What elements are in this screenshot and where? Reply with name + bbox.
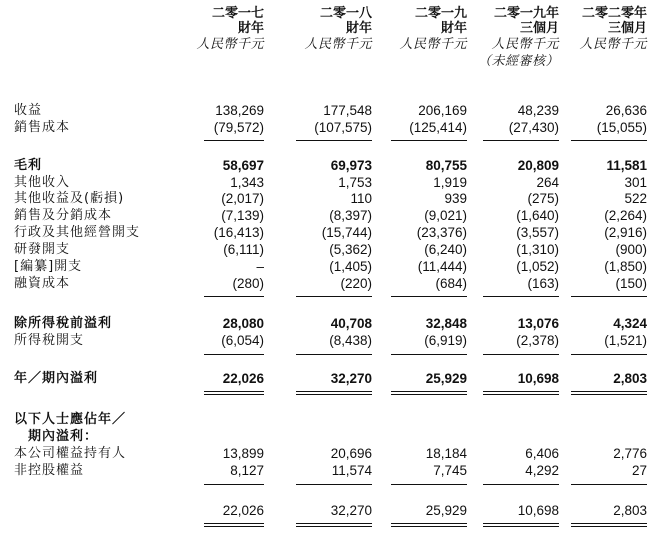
header-note: （未經審核） bbox=[477, 54, 559, 69]
cell-value: 110 bbox=[350, 191, 372, 206]
cell-value: (9,021) bbox=[424, 208, 467, 223]
rule bbox=[571, 354, 647, 355]
cell-value: 177,548 bbox=[323, 103, 372, 118]
rule bbox=[391, 296, 467, 297]
cell-value: 25,929 bbox=[425, 503, 467, 518]
header-year: 二零二零年 bbox=[581, 6, 647, 21]
cell-value: (27,430) bbox=[508, 120, 559, 135]
cell-value: (107,575) bbox=[314, 120, 372, 135]
table-row bbox=[0, 158, 661, 174]
cell-value: (2,378) bbox=[516, 333, 559, 348]
cell-value: (8,438) bbox=[329, 333, 372, 348]
double-rule bbox=[296, 391, 372, 395]
cell-value: (1,052) bbox=[516, 259, 559, 274]
cell-value: 10,698 bbox=[517, 503, 559, 518]
cell-value: 28,080 bbox=[222, 316, 264, 331]
cell-value: 40,708 bbox=[330, 316, 372, 331]
cell-value: 939 bbox=[444, 191, 467, 206]
cell-value: (7,139) bbox=[221, 208, 264, 223]
cell-value: 1,753 bbox=[338, 175, 372, 190]
cell-value: 26,636 bbox=[605, 103, 647, 118]
cell-value: 206,169 bbox=[418, 103, 467, 118]
cell-value: 2,803 bbox=[613, 371, 647, 386]
rule bbox=[296, 484, 372, 485]
cell-value: 18,184 bbox=[425, 446, 467, 461]
rule bbox=[296, 296, 372, 297]
table-row bbox=[0, 316, 661, 332]
cell-value: (280) bbox=[232, 276, 264, 291]
cell-value: 13,076 bbox=[517, 316, 559, 331]
cell-value: 4,292 bbox=[525, 463, 559, 478]
cell-value: 32,848 bbox=[425, 316, 467, 331]
cell-value: 7,745 bbox=[433, 463, 467, 478]
cell-value: (900) bbox=[615, 242, 647, 257]
cell-value: 1,343 bbox=[230, 175, 264, 190]
cell-value: (6,111) bbox=[223, 242, 264, 257]
header-year: 二零一七 bbox=[211, 6, 264, 21]
cell-value: 6,406 bbox=[525, 446, 559, 461]
cell-value: 13,899 bbox=[222, 446, 264, 461]
cell-value: (15,055) bbox=[596, 120, 647, 135]
rule bbox=[204, 296, 264, 297]
rule bbox=[204, 354, 264, 355]
rule bbox=[571, 484, 647, 485]
table-row bbox=[0, 242, 661, 258]
header-period: 三個月 bbox=[519, 21, 559, 36]
cell-value: (11,444) bbox=[417, 259, 467, 274]
cell-value: 25,929 bbox=[425, 371, 467, 386]
row-label: 除所得稅前溢利 bbox=[14, 316, 113, 331]
cell-value: (1,405) bbox=[329, 259, 372, 274]
table-row bbox=[0, 259, 661, 275]
cell-value: 69,973 bbox=[330, 158, 372, 173]
header-year: 二零一八 bbox=[319, 6, 372, 21]
cell-value: 48,239 bbox=[517, 103, 559, 118]
table-row bbox=[0, 103, 661, 119]
cell-value: (8,397) bbox=[329, 208, 372, 223]
cell-value: 80,755 bbox=[425, 158, 467, 173]
rule bbox=[391, 484, 467, 485]
double-rule bbox=[571, 523, 647, 527]
double-rule bbox=[571, 391, 647, 395]
row-label: 非控股權益 bbox=[14, 463, 85, 478]
cell-value: 11,574 bbox=[331, 463, 372, 478]
cell-value: 4,324 bbox=[613, 316, 647, 331]
rule bbox=[483, 140, 559, 141]
cell-value: 1,919 bbox=[433, 175, 467, 190]
cell-value: (1,310) bbox=[516, 242, 559, 257]
header-unit: 人民幣千元 bbox=[399, 37, 467, 52]
double-rule bbox=[391, 391, 467, 395]
row-label: 所得稅開支 bbox=[14, 333, 85, 348]
header-period: 財年 bbox=[345, 21, 372, 36]
cell-value: (1,640) bbox=[516, 208, 559, 223]
header-period: 三個月 bbox=[607, 21, 647, 36]
cell-value: 301 bbox=[624, 175, 647, 190]
cell-value: (6,240) bbox=[424, 242, 467, 257]
rule bbox=[204, 484, 264, 485]
rule bbox=[571, 296, 647, 297]
table-row bbox=[0, 429, 661, 445]
table-row bbox=[0, 276, 661, 292]
table-row bbox=[0, 120, 661, 136]
table-row bbox=[0, 208, 661, 224]
table-row bbox=[0, 503, 661, 519]
double-rule bbox=[483, 523, 559, 527]
cell-value: 264 bbox=[536, 175, 559, 190]
table-row bbox=[0, 412, 661, 428]
row-label: 融資成本 bbox=[14, 276, 71, 291]
cell-value: 2,803 bbox=[613, 503, 647, 518]
double-rule bbox=[204, 523, 264, 527]
rule bbox=[204, 140, 264, 141]
cell-value: – bbox=[256, 259, 264, 274]
rule bbox=[571, 140, 647, 141]
rule bbox=[391, 140, 467, 141]
cell-value: (79,572) bbox=[213, 120, 264, 135]
cell-value: (275) bbox=[527, 191, 559, 206]
cell-value: 8,127 bbox=[230, 463, 264, 478]
table-row bbox=[0, 371, 661, 387]
row-label: 本公司權益持有人 bbox=[14, 446, 127, 461]
cell-value: (2,017) bbox=[221, 191, 264, 206]
row-label: [編纂]開支 bbox=[14, 259, 83, 274]
rule bbox=[296, 140, 372, 141]
rule bbox=[391, 354, 467, 355]
row-label: 銷售成本 bbox=[14, 120, 71, 135]
table-row bbox=[0, 225, 661, 241]
cell-value: 2,776 bbox=[613, 446, 647, 461]
double-rule bbox=[483, 391, 559, 395]
rule bbox=[483, 296, 559, 297]
row-label: 其他收入 bbox=[14, 175, 71, 190]
cell-value: (163) bbox=[527, 276, 559, 291]
cell-value: 20,696 bbox=[330, 446, 372, 461]
cell-value: 11,581 bbox=[606, 158, 647, 173]
row-label: 收益 bbox=[14, 103, 43, 118]
cell-value: (684) bbox=[435, 276, 467, 291]
cell-value: (3,557) bbox=[516, 225, 559, 240]
rule bbox=[296, 354, 372, 355]
cell-value: 138,269 bbox=[215, 103, 264, 118]
cell-value: (16,413) bbox=[213, 225, 264, 240]
cell-value: (1,850) bbox=[604, 259, 647, 274]
double-rule bbox=[204, 391, 264, 395]
table-row bbox=[0, 191, 661, 207]
row-label: 研發開支 bbox=[14, 242, 71, 257]
cell-value: (2,916) bbox=[604, 225, 647, 240]
header-year: 二零一九年 bbox=[493, 6, 559, 21]
cell-value: 522 bbox=[624, 191, 647, 206]
row-label: 期內溢利： bbox=[28, 429, 99, 444]
cell-value: (2,264) bbox=[604, 208, 647, 223]
cell-value: (23,376) bbox=[416, 225, 467, 240]
cell-value: 20,809 bbox=[517, 158, 559, 173]
header-unit: 人民幣千元 bbox=[579, 37, 647, 52]
rule bbox=[483, 484, 559, 485]
cell-value: 58,697 bbox=[222, 158, 264, 173]
row-label: 以下人士應佔年／ bbox=[14, 412, 127, 427]
rule bbox=[483, 354, 559, 355]
table-row bbox=[0, 463, 661, 479]
cell-value: 32,270 bbox=[330, 371, 372, 386]
cell-value: (1,521) bbox=[604, 333, 647, 348]
row-label: 銷售及分銷成本 bbox=[14, 208, 113, 223]
cell-value: 22,026 bbox=[222, 371, 264, 386]
row-label: 行政及其他經營開支 bbox=[14, 225, 141, 240]
header-unit: 人民幣千元 bbox=[491, 37, 559, 52]
double-rule bbox=[391, 523, 467, 527]
cell-value: 32,270 bbox=[330, 503, 372, 518]
header-unit: 人民幣千元 bbox=[304, 37, 372, 52]
cell-value: (220) bbox=[340, 276, 372, 291]
table-row bbox=[0, 446, 661, 462]
cell-value: (6,054) bbox=[221, 333, 264, 348]
table-row bbox=[0, 175, 661, 191]
cell-value: (125,414) bbox=[409, 120, 467, 135]
cell-value: (150) bbox=[615, 276, 647, 291]
table-row bbox=[0, 333, 661, 349]
cell-value: (5,362) bbox=[329, 242, 372, 257]
double-rule bbox=[296, 523, 372, 527]
header-year: 二零一九 bbox=[414, 6, 467, 21]
header-period: 財年 bbox=[440, 21, 467, 36]
row-label: 其他收益及(虧損) bbox=[14, 191, 125, 206]
header-period: 財年 bbox=[237, 21, 264, 36]
row-label: 毛利 bbox=[14, 158, 43, 173]
row-label: 年／期內溢利 bbox=[14, 371, 99, 386]
header-unit: 人民幣千元 bbox=[196, 37, 264, 52]
cell-value: (15,744) bbox=[321, 225, 372, 240]
cell-value: 22,026 bbox=[222, 503, 264, 518]
cell-value: 10,698 bbox=[517, 371, 559, 386]
cell-value: 27 bbox=[631, 463, 647, 478]
cell-value: (6,919) bbox=[424, 333, 467, 348]
